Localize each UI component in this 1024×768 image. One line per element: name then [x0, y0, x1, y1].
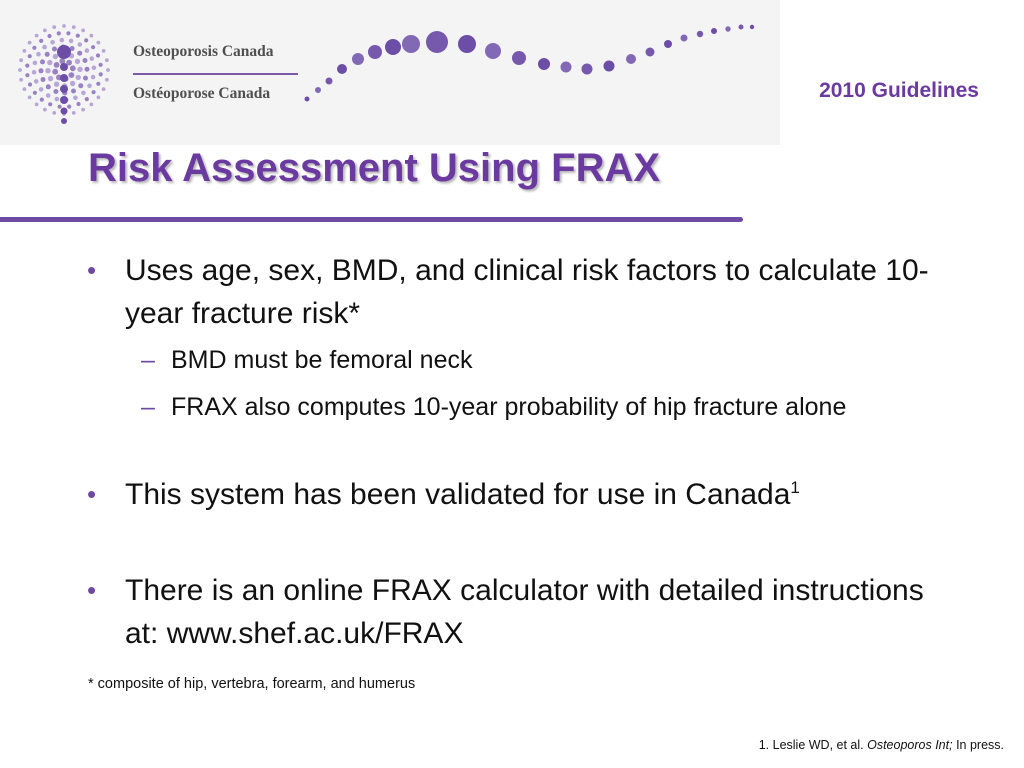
bullet-text: Uses age, sex, BMD, and clinical risk factors to calculate 10-year fracture risk* — [125, 254, 929, 330]
bullet-item — [87, 473, 945, 516]
bullet-text: There is an online FRAX calculator with detailed instructions at: www.shef.ac.uk/FRAX — [125, 574, 924, 650]
citation-authors: 1. Leslie WD, et al. — [758, 738, 864, 752]
bullet-text: This system has been validated for use in Canada — [125, 478, 791, 511]
title-underline — [0, 217, 743, 222]
footnote-ref: 1 — [790, 478, 800, 497]
sub-bullet-item — [141, 342, 951, 378]
bullet-text-wrapper — [125, 473, 800, 516]
sub-bullet-text: BMD must be femoral neck — [171, 346, 473, 374]
bullet-marker: • — [87, 575, 97, 605]
bullet-item — [87, 569, 945, 655]
sub-bullet-marker: – — [141, 393, 155, 421]
footnote: * composite of hip, vertebra, forearm, and humerus — [88, 676, 416, 692]
sub-bullet-marker: – — [141, 346, 155, 374]
citation-status: In press. — [956, 738, 1004, 752]
osteoporosis-canada-logo-icon — [0, 0, 780, 145]
sub-bullet-item — [141, 389, 951, 425]
org-name-en: Osteoporosis Canada — [133, 43, 274, 60]
bullet-marker: • — [87, 255, 97, 285]
bullet-item — [87, 249, 945, 335]
sub-bullet-text: FRAX also computes 10-year probability of hip fracture alone — [171, 393, 847, 421]
citation-journal: Osteoporos Int; — [867, 738, 953, 752]
org-name-fr: Ostéoporose Canada — [133, 85, 271, 102]
bullet-marker: • — [87, 479, 97, 509]
citation — [759, 738, 1004, 752]
logo-divider — [133, 73, 298, 75]
guidelines-label: 2010 Guidelines — [819, 79, 979, 102]
slide-title: Risk Assessment Using FRAX — [88, 146, 661, 190]
